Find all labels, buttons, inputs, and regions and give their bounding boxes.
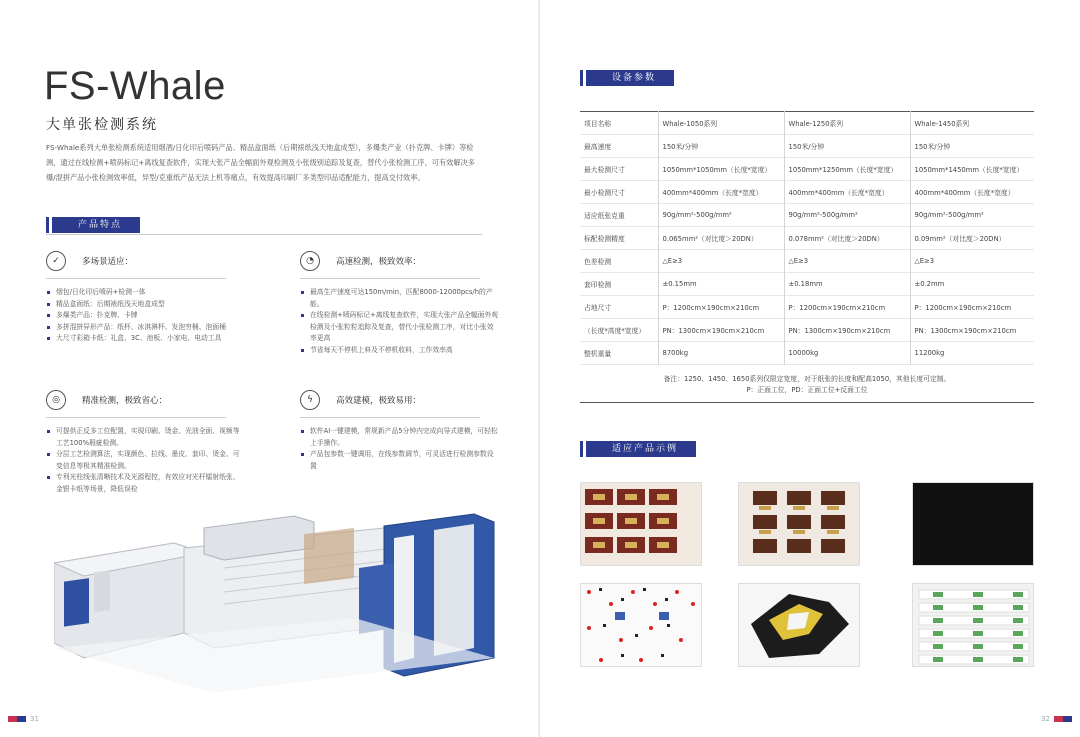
spec-section-header	[580, 70, 674, 86]
samples-section-header	[580, 441, 696, 457]
spec-value-cell: PN：1300cm×190cm×210cm	[784, 319, 910, 342]
spec-row	[580, 112, 1034, 135]
spec-value-cell: 150米/分钟	[914, 143, 951, 151]
checkmark-icon: ✓	[46, 251, 66, 271]
spec-value-cell: PN：1300cm×190cm×210cm	[914, 327, 1017, 335]
spec-label-cell: 最高速度	[580, 135, 658, 158]
sample-image-playing-cards	[580, 583, 702, 667]
left-footer	[8, 715, 43, 723]
right-page	[540, 0, 1080, 737]
spec-value-cell: ±0.2mm	[914, 280, 945, 288]
spec-value-cell: ±0.15mm	[658, 273, 784, 296]
feature-block-modeling	[300, 389, 500, 472]
sample-image-label-sheet	[738, 482, 860, 566]
spec-value-cell: 0.065mm²（对比度＞20DN）	[658, 227, 784, 250]
feature-item: 烟包/日化印后喷码+检测一体	[46, 287, 246, 299]
spec-value-cell: 1050mm*1250mm（长度*宽度）	[784, 158, 910, 181]
spec-value-cell: PN：1300cm×190cm×210cm	[658, 319, 784, 342]
spec-label-cell: 最小检测尺寸	[580, 181, 658, 204]
spec-row	[580, 342, 1034, 365]
feature-item: 多拼混拼异形产品：纸杯、冰淇淋杯、发泡穷桶、泡面桶	[46, 322, 246, 334]
spec-table	[580, 111, 1034, 365]
feature-title: 高效建模，极致易用：	[336, 396, 422, 406]
machine-illustration	[54, 508, 498, 693]
page-number: 31	[30, 715, 39, 723]
spec-value-cell: 10000kg	[784, 342, 910, 365]
target-icon: ◎	[46, 390, 66, 410]
feature-item: 精品盒面纸：后期裱纸浅天地盒成型	[46, 299, 246, 311]
feature-block-precision	[46, 389, 246, 496]
spec-value-cell: 400mm*400mm（长度*宽度）	[658, 181, 784, 204]
feature-rule	[300, 278, 480, 279]
feature-block-speed	[300, 250, 500, 357]
spec-value-cell: Whale-1450系列	[914, 120, 970, 128]
spec-label-cell: 套印检测	[580, 273, 658, 296]
spec-row	[580, 296, 1034, 319]
spec-label-cell: 适应纸张克重	[580, 204, 658, 227]
features-section-label: 产品特点	[52, 217, 140, 233]
feature-title: 高速检测，极致效率：	[336, 257, 422, 267]
spec-row	[580, 135, 1034, 158]
spec-row	[580, 319, 1034, 342]
sample-image-cigarette-boxes	[580, 482, 702, 566]
spec-row	[580, 273, 1034, 296]
spec-value-cell: 0.078mm²（对比度＞20DN）	[784, 227, 910, 250]
section-accent	[580, 70, 583, 86]
speedometer-icon: ◔	[300, 251, 320, 271]
feature-item: 多爆类产品：扑克牌、卡牌	[46, 310, 246, 322]
spec-note	[580, 374, 1034, 403]
feature-item: 专利光柱线张清晰技术及光源程控，有效应对光杆镭射纸张、金银卡纸等场景，降低误检	[46, 472, 246, 495]
spec-value-cell: △E≥3	[784, 250, 910, 273]
spec-value-cell: 90g/mm²-500g/mm²	[914, 211, 984, 219]
spec-label-cell: 最大检测尺寸	[580, 158, 658, 181]
spec-value-cell: 1050mm*1450mm（长度*宽度）	[914, 166, 1024, 174]
feature-rule	[300, 417, 480, 418]
feature-item: 软件AI一键建模，常规新产品5分钟内完成向导式建模，可轻松上手操作。	[300, 426, 500, 449]
spec-label-cell: 占地尺寸	[580, 296, 658, 319]
right-footer	[1037, 715, 1072, 723]
spec-value-cell: 11200kg	[914, 349, 945, 357]
spec-value-cell: ±0.18mm	[784, 273, 910, 296]
product-subtitle: 大单张检测系统	[46, 117, 158, 133]
feature-item: 在线检测+喷码标记+离线复查软件，实现大张产品全幅面外观检测及小张粒粒追踪及复查，替代小张检测工序，对比小张效率更高	[300, 310, 500, 345]
spec-label-cell: 整机重量	[580, 342, 658, 365]
lightning-icon: ϟ	[300, 390, 320, 410]
sample-image-label-strips	[912, 583, 1034, 667]
sample-image-black-sheet	[912, 482, 1034, 566]
spec-row	[580, 158, 1034, 181]
spec-value-cell: 150米/分钟	[784, 135, 910, 158]
spec-row	[580, 227, 1034, 250]
spec-value-cell: 90g/mm²-500g/mm²	[658, 204, 784, 227]
spec-value-cell: Whale-1050系列	[658, 112, 784, 135]
spec-value-cell: △E≥3	[914, 257, 935, 265]
features-section-header	[46, 217, 140, 233]
spec-value-cell: △E≥3	[658, 250, 784, 273]
feature-block-versatility	[46, 250, 246, 345]
feature-item: 大尺寸彩箱卡纸：礼盒、3C、池板、小家电、电动工具	[46, 333, 246, 345]
brand-title: FS-Whale	[44, 64, 226, 108]
sample-gallery	[580, 482, 1034, 668]
note-line: 备注：1250、1450、1650系列仅限定宽度，对于纸张的长度和配高1050，其他长度可定制。	[663, 375, 951, 383]
spec-value-cell: 8700kg	[658, 342, 784, 365]
spec-row	[580, 250, 1034, 273]
spec-row	[580, 181, 1034, 204]
feature-item: 最高生产速度可达150m/min，匹配8000-12000pcs/h的产能。	[300, 287, 500, 310]
feature-item: 分层工艺检测算法，实现颜色、拉线、墨皮、套印、烫金、可变信息等极其精准检测。	[46, 449, 246, 472]
spec-value-cell: 400mm*400mm（长度*宽度）	[914, 189, 1015, 197]
feature-item: 产品包参数一键调用，在线参数调节，可灵活进行检测参数设置	[300, 449, 500, 472]
spec-row	[580, 204, 1034, 227]
spec-value-cell: 400mm*400mm（长度*宽度）	[784, 181, 910, 204]
section-accent	[580, 441, 583, 457]
feature-title: 多场景适应：	[82, 257, 134, 267]
page-number: 32	[1041, 715, 1050, 723]
section-divider	[46, 234, 482, 235]
spec-value-cell: Whale-1250系列	[784, 112, 910, 135]
spec-value-cell: P：1200cm×190cm×210cm	[784, 296, 910, 319]
brand-swatch	[8, 716, 26, 722]
spec-label-cell: 项目名称	[580, 112, 658, 135]
feature-rule	[46, 278, 226, 279]
sample-image-diecut-package	[738, 583, 860, 667]
spec-value-cell: 90g/mm²-500g/mm²	[784, 204, 910, 227]
feature-rule	[46, 417, 226, 418]
feature-item: 节省每天不停机上料及不停机收料，工作效率高	[300, 345, 500, 357]
spec-value-cell: P：1200cm×190cm×210cm	[914, 304, 1012, 312]
spec-section-label: 设备参数	[586, 70, 674, 86]
brand-swatch	[1054, 716, 1072, 722]
section-accent	[46, 217, 49, 233]
feature-item: 可提供正反多工位配置，实现印刷、烫金、光油全面、视频等工艺100%瑕疵检测。	[46, 426, 246, 449]
spec-value-cell: 150米/分钟	[658, 135, 784, 158]
spec-label-cell: 标配检测精度	[580, 227, 658, 250]
spec-label-cell: （长度*高度*宽度）	[580, 319, 658, 342]
samples-section-label: 适应产品示例	[586, 441, 696, 457]
spec-label-cell: 色差检测	[580, 250, 658, 273]
spec-value-cell: 1050mm*1050mm（长度*宽度）	[658, 158, 784, 181]
feature-title: 精准检测，极致省心：	[82, 396, 168, 406]
spec-value-cell: P：1200cm×190cm×210cm	[658, 296, 784, 319]
spec-value-cell: 0.09mm²（对比度＞20DN）	[914, 235, 1006, 243]
intro-paragraph: FS-Whale系列大单张检测系统适用烟酒/日化印后喷码产品、精品盒面纸（后期裱纸浅天地盒成型），多爆类产业（扑克牌、卡牌）等检测，通过在线检测+喷码标记+离线复查软件，实现大张产品全幅面外观检测及小张级别追踪及复查，替代小张检测工序，可有效解决多爆/混拼产品小张检测效率低，异型/克重纸产品无法上机等痛点，有效提高印刷厂多类型印品适配能力，提高交付效率。	[46, 143, 475, 182]
note-line: P：正面工位，PD：正面工位+反面工位	[746, 386, 868, 394]
